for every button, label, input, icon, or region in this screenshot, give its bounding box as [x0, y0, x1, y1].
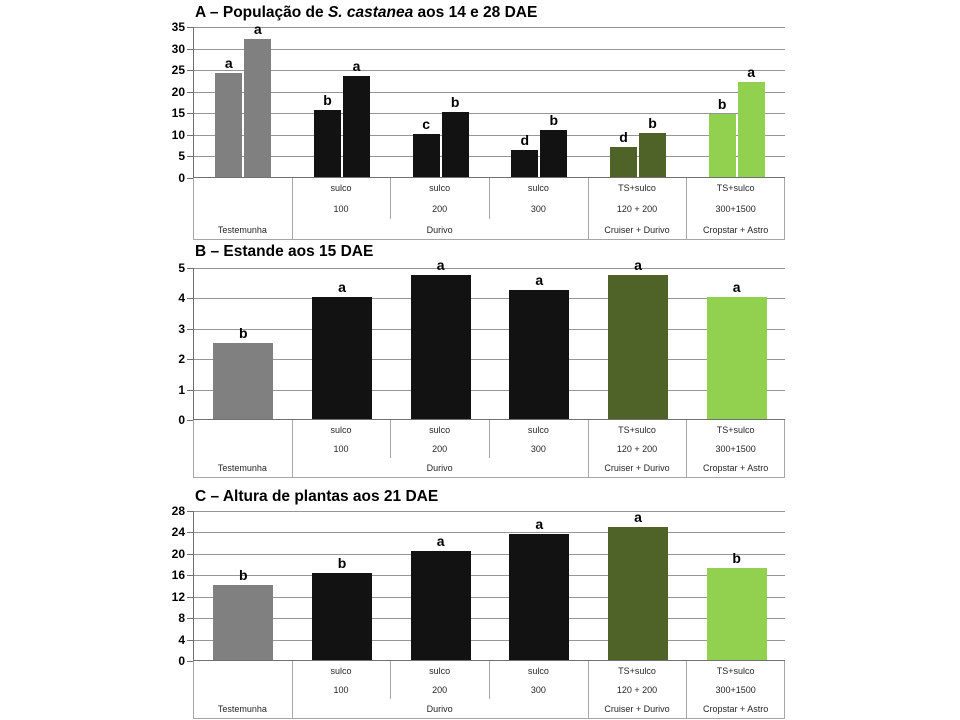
y-axis-tick: [187, 640, 193, 641]
y-axis-tick: [187, 70, 193, 71]
significance-letter: a: [436, 256, 445, 273]
significance-letter: a: [634, 256, 642, 273]
significance-letter: b: [323, 92, 332, 109]
category-axis-table: [193, 661, 785, 719]
y-axis-tick: [187, 390, 193, 391]
significance-letter: a: [253, 20, 262, 37]
bar: [608, 527, 668, 660]
significance-letter: b: [337, 555, 347, 572]
chart-title: [195, 243, 373, 261]
y-tick-label: 0: [178, 413, 185, 427]
category-group-label: Cruiser + Durivo: [604, 704, 670, 715]
significance-letter: b: [648, 114, 657, 131]
gridline: [194, 135, 785, 136]
y-tick-label: 20: [171, 84, 185, 99]
significance-letter: b: [450, 94, 460, 111]
category-group-label: Testemunha: [217, 463, 267, 474]
category-label: 100: [333, 685, 349, 695]
bar: [411, 275, 471, 419]
category-label: TS+sulco: [618, 424, 656, 435]
category-label: sulco: [527, 183, 549, 194]
category-label: sulco: [330, 183, 352, 194]
bar: [707, 297, 767, 419]
bar: [509, 534, 569, 660]
category-group-label: Testemunha: [217, 224, 267, 235]
category-label: 300+1500: [715, 204, 756, 214]
category-label: 120 + 200: [616, 444, 658, 454]
gridline: [194, 532, 785, 533]
category-label: sulco: [330, 424, 352, 435]
y-axis-tick: [187, 156, 193, 157]
category-label: 100: [333, 444, 349, 454]
y-axis-tick: [187, 532, 193, 533]
y-tick-label: 8: [178, 611, 185, 626]
significance-letter: d: [619, 128, 628, 145]
category-label: 200: [432, 444, 448, 454]
significance-letter: d: [520, 132, 530, 149]
chart-title-segment: A – População de: [195, 4, 328, 21]
gridline: [194, 575, 785, 576]
gridline: [194, 618, 785, 619]
bar: [312, 573, 372, 660]
category-label: TS+sulco: [716, 424, 755, 435]
category-label: 120 + 200: [616, 204, 658, 214]
chart-title-segment: aos 14 e 28 DAE: [413, 4, 538, 21]
significance-letter: b: [717, 96, 727, 113]
chart-title: [195, 488, 438, 506]
y-axis-tick: [187, 618, 193, 619]
bar: [312, 297, 372, 419]
y-tick-label: 0: [178, 654, 185, 668]
y-tick-label: 28: [171, 504, 185, 518]
y-tick-label: 5: [178, 261, 185, 275]
gridline: [194, 113, 785, 114]
y-axis-tick: [187, 329, 193, 330]
plot-area: [193, 511, 785, 661]
significance-letter: a: [338, 279, 346, 296]
y-tick-label: 30: [171, 41, 185, 56]
category-group-label: Durivo: [426, 704, 453, 715]
chart-title-italic-segment: S. castanea: [327, 4, 414, 21]
significance-letter: c: [422, 115, 431, 132]
category-label: sulco: [429, 183, 451, 194]
bar: [540, 130, 567, 177]
category-group-label: Cruiser + Durivo: [604, 224, 670, 235]
significance-letter: a: [352, 57, 361, 74]
bar: [509, 290, 569, 419]
gridline: [194, 92, 785, 93]
chart-title: [195, 4, 537, 22]
category-axis-table: [193, 420, 785, 478]
category-label: TS+sulco: [716, 665, 755, 676]
bar: [707, 568, 767, 660]
y-axis-tick: [187, 268, 193, 269]
y-axis-tick: [187, 298, 193, 299]
y-axis-tick: [187, 511, 193, 512]
chart-title-segment: B – Estande aos 15 DAE: [195, 243, 374, 260]
category-axis-table: [193, 178, 785, 240]
gridline: [194, 597, 785, 598]
gridline: [194, 390, 785, 391]
significance-letter: a: [535, 516, 544, 533]
significance-letter: a: [224, 55, 233, 72]
category-label: 300: [530, 685, 546, 695]
gridline: [194, 268, 785, 269]
y-tick-label: 12: [171, 589, 185, 604]
category-group-label: Testemunha: [217, 704, 267, 715]
y-axis-tick: [187, 597, 193, 598]
gridline: [194, 49, 785, 50]
significance-letter: a: [436, 533, 445, 550]
category-group-label: Durivo: [426, 463, 453, 474]
y-tick-label: 16: [171, 568, 185, 583]
category-label: 200: [432, 204, 448, 214]
y-tick-label: 25: [171, 63, 185, 78]
plot-area: [193, 256, 785, 420]
gridline: [194, 298, 785, 299]
category-label: TS+sulco: [618, 665, 656, 676]
y-axis-tick: [187, 554, 193, 555]
significance-letter: b: [549, 111, 559, 128]
category-label: sulco: [527, 665, 549, 676]
significance-letter: a: [535, 271, 544, 288]
significance-letter: b: [239, 567, 248, 583]
category-label: sulco: [429, 665, 451, 676]
chart-title-segment: C – Altura de plantas aos 21 DAE: [195, 488, 439, 505]
gridline: [194, 329, 785, 330]
y-axis-tick: [187, 135, 193, 136]
gridline: [194, 27, 785, 28]
bar: [215, 73, 242, 177]
category-label: sulco: [429, 424, 451, 435]
y-tick-label: 4: [178, 291, 185, 306]
bar: [343, 76, 370, 177]
category-label: 300: [530, 444, 546, 454]
y-axis-tick: [187, 49, 193, 50]
y-tick-label: 24: [171, 525, 185, 540]
gridline: [194, 70, 785, 71]
significance-letter: b: [732, 549, 741, 566]
bar: [442, 112, 469, 177]
y-tick-label: 15: [171, 106, 185, 121]
plot-area: [193, 20, 785, 178]
category-group-label: Cruiser + Durivo: [604, 463, 670, 474]
gridline: [194, 359, 785, 360]
y-tick-label: 2: [178, 352, 185, 367]
bar: [244, 39, 271, 177]
bar: [738, 82, 765, 177]
y-tick-label: 35: [171, 20, 185, 34]
bar: [610, 147, 637, 177]
gridline: [194, 156, 785, 157]
gridline: [194, 640, 785, 641]
category-label: sulco: [527, 424, 549, 435]
bar: [314, 110, 341, 177]
category-group-label: Cropstar + Astro: [703, 463, 769, 474]
significance-letter: a: [634, 509, 642, 526]
bar: [608, 275, 668, 419]
y-tick-label: 3: [178, 321, 185, 336]
bar: [709, 114, 736, 177]
y-tick-label: 1: [178, 382, 185, 397]
category-group-label: Durivo: [426, 224, 453, 235]
y-tick-label: 10: [171, 127, 185, 142]
y-tick-label: 0: [178, 171, 185, 185]
category-label: TS+sulco: [618, 183, 656, 194]
y-axis-tick: [187, 92, 193, 93]
category-label: 300+1500: [715, 444, 756, 454]
y-axis-tick: [187, 113, 193, 114]
category-group-label: Cropstar + Astro: [703, 704, 769, 715]
category-label: 120 + 200: [616, 685, 658, 695]
y-axis-tick: [187, 575, 193, 576]
significance-letter: b: [239, 325, 248, 341]
y-tick-label: 4: [178, 632, 185, 647]
gridline: [194, 554, 785, 555]
category-label: 300+1500: [715, 685, 756, 695]
category-label: 200: [432, 685, 448, 695]
significance-letter: a: [732, 279, 741, 296]
bar: [511, 150, 538, 177]
y-tick-label: 5: [178, 149, 185, 164]
bar: [413, 134, 440, 177]
category-label: sulco: [330, 665, 352, 676]
bar: [639, 133, 666, 177]
y-axis-tick: [187, 359, 193, 360]
significance-letter: a: [747, 64, 756, 81]
category-label: TS+sulco: [716, 183, 755, 194]
category-group-label: Cropstar + Astro: [703, 224, 769, 235]
y-axis-tick: [187, 27, 193, 28]
y-tick-label: 20: [171, 546, 185, 561]
bar: [411, 551, 471, 660]
category-label: 100: [333, 204, 349, 214]
bar: [213, 343, 273, 419]
category-label: 300: [530, 204, 546, 214]
bar: [213, 585, 273, 660]
gridline: [194, 511, 785, 512]
